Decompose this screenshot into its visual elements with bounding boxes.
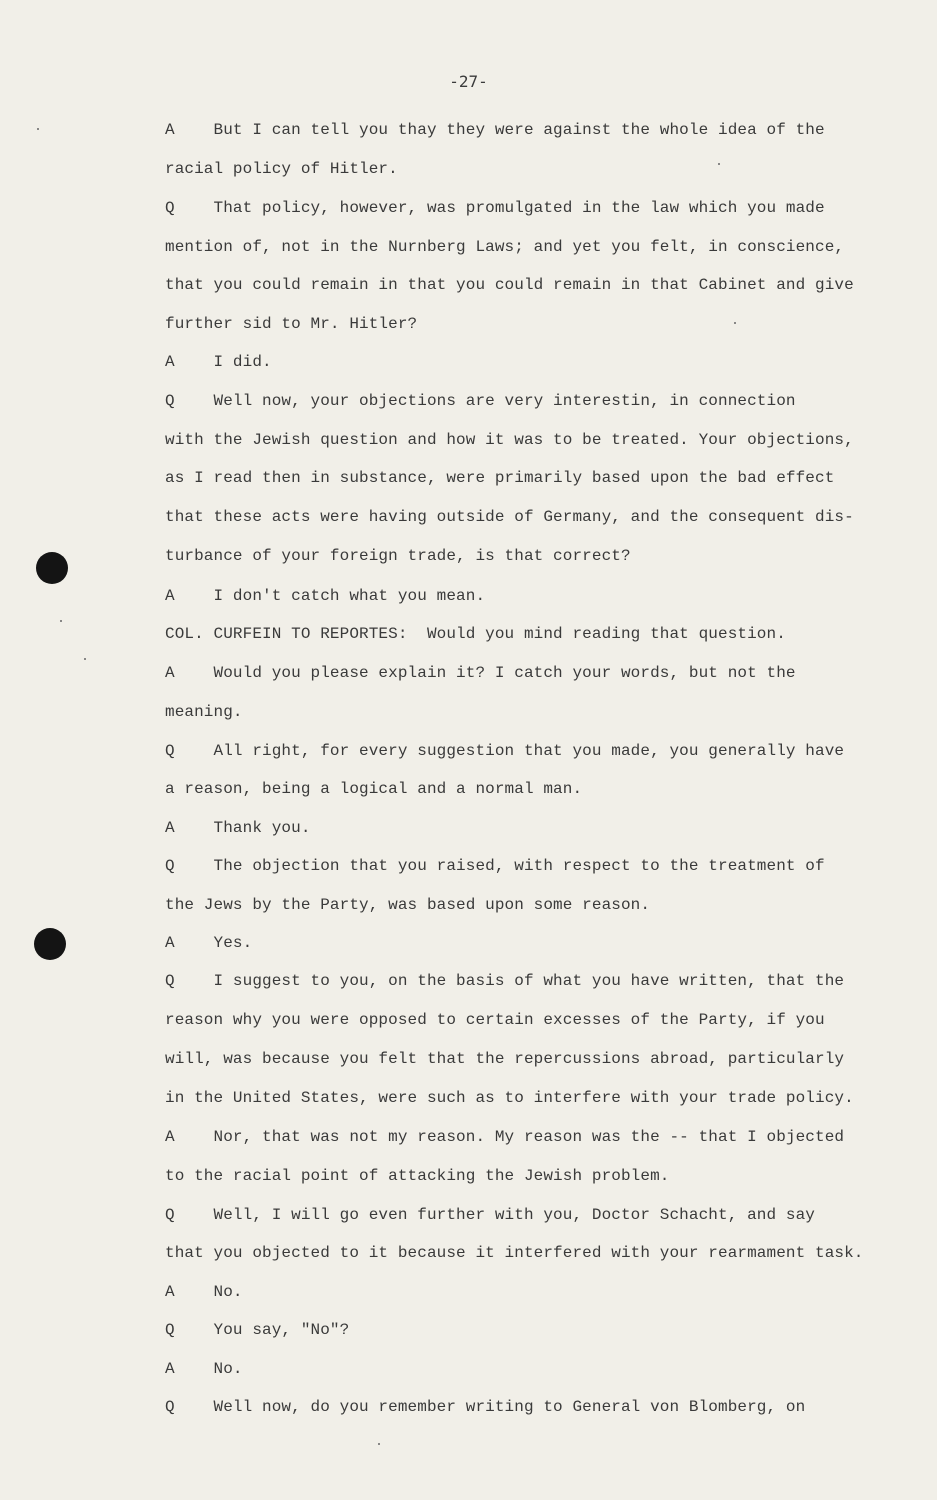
transcript-line: a reason, being a logical and a normal man. bbox=[165, 780, 583, 798]
transcript-line: A No. bbox=[165, 1283, 243, 1301]
transcript-line: COL. CURFEIN TO REPORTES: Would you mind reading that question. bbox=[165, 625, 786, 643]
transcript-line: meaning. bbox=[165, 703, 243, 721]
transcript-line: as I read then in substance, were primarily based upon the bad effect bbox=[165, 469, 835, 487]
paper-speck bbox=[378, 1443, 380, 1445]
punch-hole bbox=[36, 552, 68, 584]
transcript-line: A But I can tell you thay they were against the whole idea of the bbox=[165, 121, 825, 139]
transcript-line: racial policy of Hitler. bbox=[165, 160, 398, 178]
transcript-line: turbance of your foreign trade, is that correct? bbox=[165, 547, 631, 565]
transcript-line: mention of, not in the Nurnberg Laws; and yet you felt, in conscience, bbox=[165, 238, 845, 256]
transcript-line: reason why you were opposed to certain excesses of the Party, if you bbox=[165, 1011, 825, 1029]
transcript-line: A Nor, that was not my reason. My reason was the -- that I objected bbox=[165, 1128, 845, 1146]
paper-speck bbox=[84, 658, 86, 660]
punch-hole bbox=[34, 928, 66, 960]
page-number: -27- bbox=[449, 72, 488, 91]
paper-speck bbox=[37, 128, 39, 130]
transcript-line: A No. bbox=[165, 1360, 243, 1378]
transcript-line: in the United States, were such as to interfere with your trade policy. bbox=[165, 1089, 854, 1107]
transcript-line: the Jews by the Party, was based upon some reason. bbox=[165, 896, 651, 914]
transcript-line: A I did. bbox=[165, 353, 272, 371]
transcript-line: Q That policy, however, was promulgated in the law which you made bbox=[165, 199, 825, 217]
transcript-line: further sid to Mr. Hitler? bbox=[165, 315, 418, 333]
transcript-line: A I don't catch what you mean. bbox=[165, 587, 486, 605]
transcript-line: to the racial point of attacking the Jewish problem. bbox=[165, 1167, 670, 1185]
transcript-line: Q Well, I will go even further with you, Doctor Schacht, and say bbox=[165, 1206, 816, 1224]
transcript-line: Q You say, "No"? bbox=[165, 1321, 350, 1339]
transcript-line: with the Jewish question and how it was to be treated. Your objections, bbox=[165, 431, 854, 449]
transcript-line: Q The objection that you raised, with respect to the treatment of bbox=[165, 857, 825, 875]
paper-speck bbox=[734, 322, 736, 324]
transcript-line: Q Well now, your objections are very interestin, in connection bbox=[165, 392, 796, 410]
paper-speck bbox=[60, 620, 62, 622]
transcript-line: will, was because you felt that the repercussions abroad, particularly bbox=[165, 1050, 845, 1068]
transcript-line: Q I suggest to you, on the basis of what you have written, that the bbox=[165, 972, 845, 990]
transcript-line: Q Well now, do you remember writing to General von Blomberg, on bbox=[165, 1398, 806, 1416]
transcript-line: A Would you please explain it? I catch your words, but not the bbox=[165, 664, 796, 682]
transcript-line: A Yes. bbox=[165, 934, 253, 952]
transcript-line: Q All right, for every suggestion that you made, you generally have bbox=[165, 742, 845, 760]
paper-speck bbox=[718, 163, 720, 165]
transcript-line: that you could remain in that you could remain in that Cabinet and give bbox=[165, 276, 854, 294]
transcript-line: that these acts were having outside of Germany, and the consequent dis- bbox=[165, 508, 854, 526]
transcript-line: A Thank you. bbox=[165, 819, 311, 837]
transcript-line: that you objected to it because it interfered with your rearmament task. bbox=[165, 1244, 864, 1262]
